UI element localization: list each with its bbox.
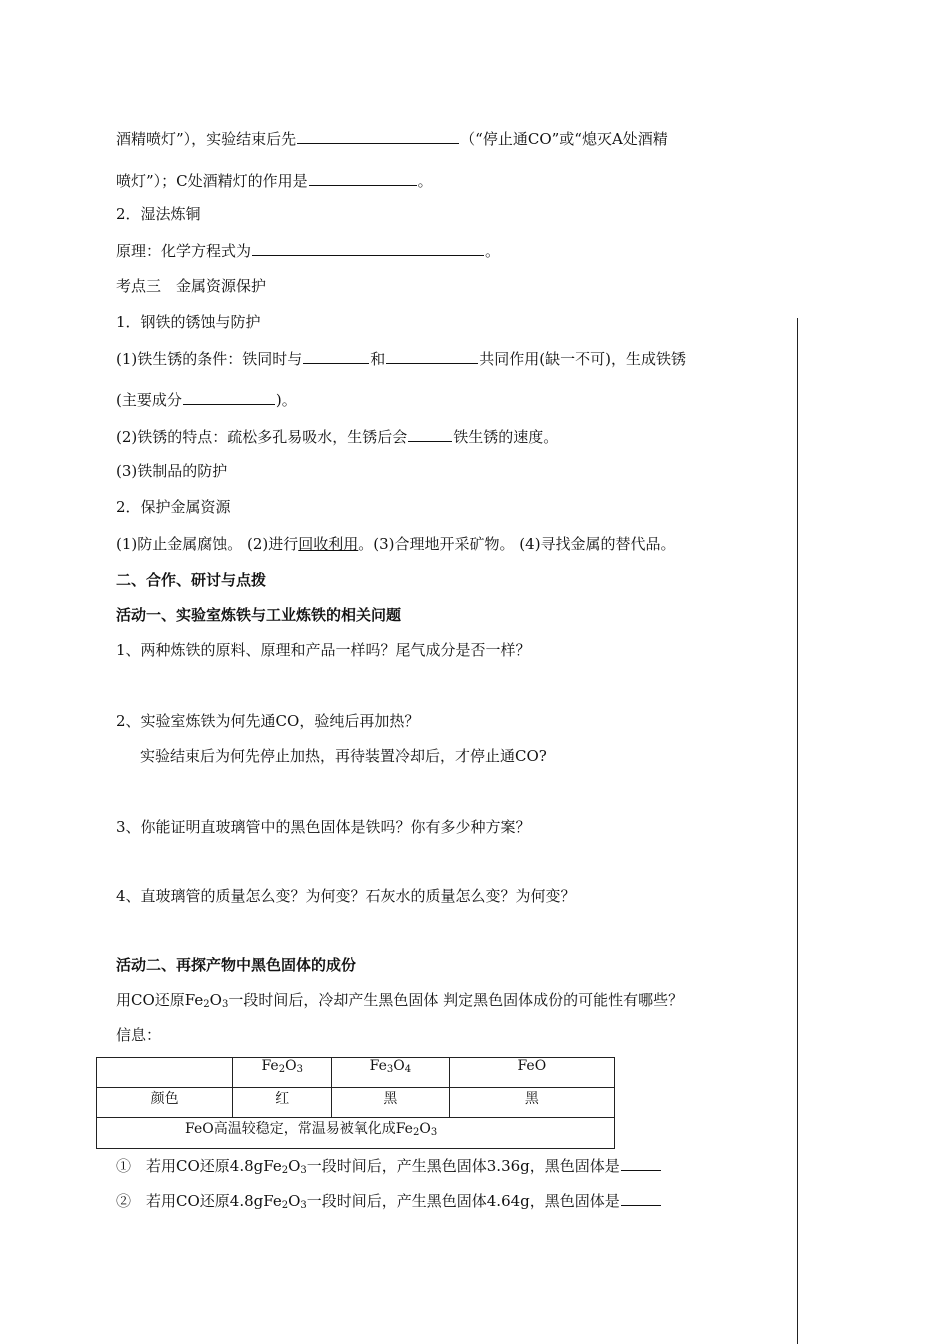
margin-divider-line xyxy=(797,318,798,1344)
section-heading-wet-copper: 2．湿法炼铜 xyxy=(116,205,201,223)
text-line-protection: (3)铁制品的防护 xyxy=(116,462,228,480)
table-cell-empty xyxy=(97,1058,233,1088)
section-heading-cooperation: 二、合作、研讨与点拨 xyxy=(116,571,267,589)
text-line-rust-features: (2)铁锈的特点：疏松多孔易吸水，生锈后会 铁生锈的速度。 xyxy=(116,428,559,446)
table-cell-feo-color: 黑 xyxy=(449,1088,614,1118)
section-heading-protect-resources: 2．保护金属资源 xyxy=(116,498,231,516)
question-2: 2、实验室炼铁为何先通CO，验纯后再加热？ xyxy=(116,712,420,730)
question-2-followup: 实验结束后为何先停止加热，再待装置冷却后，才停止通CO? xyxy=(140,747,547,765)
question-4: 4、直玻璃管的质量怎么变？为何变？石灰水的质量怎么变？为何变？ xyxy=(116,887,576,905)
answer-blank[interactable] xyxy=(252,240,484,256)
table-cell-fe3o4-color: 黑 xyxy=(332,1088,450,1118)
section-heading-kaodian3: 考点三 金属资源保护 xyxy=(116,277,267,295)
text-line-1: 酒精喷灯”），实验结束后先 （“停止通CO”或“熄灭A处酒精 xyxy=(116,130,668,148)
text-line-rust-conditions: (1)铁生锈的条件：铁同时与 和 共同作用(缺一不可)，生成铁锈 xyxy=(116,350,686,368)
answer-blank[interactable] xyxy=(303,348,369,364)
text-line-resource-measures: (1)防止金属腐蚀。 (2)进行回收利用。(3)合理地开采矿物。 (4)寻找金属的替代品。 xyxy=(116,535,676,553)
text-line-reduction: 用CO还原$Fe_2O_3$一段时间后，冷却产生黑色固体 判定黑色固体成份的可能性有哪些？ xyxy=(116,991,684,1010)
table-header-feo: FeO xyxy=(449,1058,614,1088)
exercise-item-1: ① 若用CO还原$4.8gFe_2O_3$一段时间后，产生黑色固体3.36g，黑色固体是 xyxy=(116,1155,662,1181)
answer-blank[interactable] xyxy=(183,389,275,405)
activity-1-heading: 活动一、实验室炼铁与工业炼铁的相关问题 xyxy=(116,606,402,624)
answer-blank[interactable] xyxy=(297,128,459,144)
table-row-label-color: 颜色 xyxy=(97,1088,233,1118)
table-header-fe2o3: $Fe_2O_3$ xyxy=(233,1058,332,1088)
section-heading-corrosion: 1．钢铁的锈蚀与防护 xyxy=(116,313,261,331)
table-header-fe3o4: $Fe_3O_4$ xyxy=(332,1058,450,1088)
table-row xyxy=(97,1058,615,1088)
oxide-info-table xyxy=(96,1057,615,1149)
answer-blank[interactable] xyxy=(621,1190,661,1206)
text-line-2: 喷灯”）；C处酒精灯的作用是 。 xyxy=(116,172,433,190)
info-label: 信息： xyxy=(116,1026,162,1044)
text-line-principle: 原理：化学方程式为 。 xyxy=(116,242,501,260)
question-3: 3、你能证明直玻璃管中的黑色固体是铁吗？你有多少种方案？ xyxy=(116,818,531,836)
activity-2-heading: 活动二、再探产物中黑色固体的成份 xyxy=(116,956,357,974)
table-cell-fe2o3-color: 红 xyxy=(233,1088,332,1118)
answer-blank[interactable] xyxy=(309,170,417,186)
exercise-item-2: ② 若用CO还原$4.8gFe_2O_3$一段时间后，产生黑色固体4.64g，黑色固体是 xyxy=(116,1190,662,1216)
table-note: FeO高温较稳定，常温易被氧化成$Fe_2O_3$ xyxy=(97,1118,615,1149)
text-line-main-component: (主要成分 )。 xyxy=(116,391,297,409)
answer-blank[interactable] xyxy=(621,1155,661,1171)
answer-blank[interactable] xyxy=(408,426,452,442)
table-row xyxy=(97,1118,615,1149)
question-1: 1、两种炼铁的原料、原理和产品一样吗？尾气成分是否一样？ xyxy=(116,641,531,659)
answer-blank[interactable] xyxy=(386,348,478,364)
table-row xyxy=(97,1088,615,1118)
